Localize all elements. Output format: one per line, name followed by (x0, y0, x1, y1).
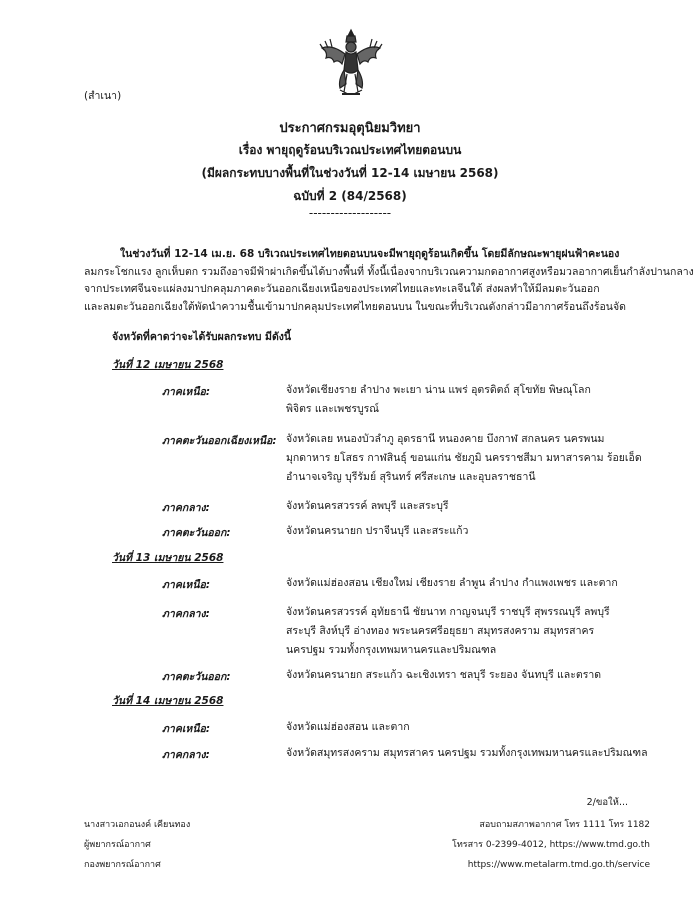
region-label: ภาคเหนือ: (162, 723, 211, 735)
province-line: อำนาจเจริญ บุรีรัมย์ สุรินทร์ ศรีสะเกษ และอุบลราชธานี (286, 471, 536, 483)
day-date: วันที่ 12 เมษายน 2568 (112, 359, 224, 371)
intro-line-4: และลมตะวันออกเฉียงใต้พัดนำความชื้นเข้ามาปกคลุมประเทศไทยตอนบน ในขณะที่บริเวณดังกล่าวมีอากาศร้อนถึงร้อนจัด (84, 300, 626, 313)
day-date: วันที่ 14 เมษายน 2568 (112, 695, 224, 707)
province-line: มุกดาหาร ยโสธร กาฬสินธุ์ ขอนแก่น ชัยภูมิ นครราชสีมา มหาสารคาม ร้อยเอ็ด (286, 452, 642, 464)
region-label: ภาคตะวันออก: (162, 527, 231, 539)
intro-line-1: ในช่วงวันที่ 12-14 เม.ย. 68 บริเวณประเทศไทยตอนบนจะมีพายุฤดูร้อนเกิดขึ้น โดยมีลักษณะพายุฝนฟ้าคะนอง (120, 248, 620, 260)
region-label: ภาคเหนือ: (162, 579, 211, 591)
province-list (286, 381, 591, 419)
region-label: ภาคตะวันออกเฉียงเหนือ: (162, 435, 277, 447)
province-list (286, 744, 648, 763)
province-list (286, 603, 610, 660)
region-label: ภาคกลาง: (162, 608, 210, 620)
weather-hotline: สอบถามสภาพอากาศ โทร 1111 โทร 1182 (479, 820, 650, 830)
issue-line: ฉบับที่ 2 (84/2568) (293, 189, 407, 203)
affected-heading: จังหวัดที่คาดว่าจะได้รับผลกระทบ มีดังนี้ (112, 331, 292, 343)
province-line: พิจิตร และเพชรบูรณ์ (286, 403, 380, 415)
author-name: นางสาวเอกอนงค์ เคียนทอง (84, 820, 191, 830)
province-line: จังหวัดนครนายก สระแก้ว ฉะเชิงเทรา ชลบุรี ระยอง จันทบุรี และตราด (286, 669, 602, 681)
province-list (286, 718, 410, 737)
province-list (286, 522, 468, 541)
author-role: ผู้พยากรณ์อากาศ (84, 840, 151, 850)
author-division: กองพยากรณ์อากาศ (84, 860, 161, 870)
garuda-emblem-icon (318, 26, 384, 98)
service-link[interactable]: https://www.metalarm.tmd.go.th/service (467, 860, 650, 870)
title-divider: ------------------- (308, 206, 392, 220)
province-line: จังหวัดแม่ฮ่องสอน เชียงใหม่ เชียงราย ลำพูน ลำปาง กำแพงเพชร และตาก (286, 577, 618, 589)
intro-line-2: ลมกระโชกแรง ลูกเห็บตก รวมถึงอาจมีฟ้าผ่าเกิดขึ้นได้บางพื้นที่ ทั้งนี้เนื่องจากบริเวณความกดอากาศสูงหรือมวลอากาศเย็นกำลังปานกลาง (84, 265, 694, 278)
subject-line: เรื่อง พายุฤดูร้อนบริเวณประเทศไทยตอนบน (238, 143, 462, 157)
province-line: จังหวัดแม่ฮ่องสอน และตาก (286, 721, 410, 733)
region-label: ภาคกลาง: (162, 749, 210, 761)
province-list (286, 574, 618, 593)
region-label: ภาคเหนือ: (162, 386, 211, 398)
province-list (286, 430, 642, 487)
fax-and-website: โทรสาร 0-2399-4012, https://www.tmd.go.th (452, 840, 650, 850)
province-list (286, 497, 449, 516)
province-line: จังหวัดนครสวรรค์ อุทัยธานี ชัยนาท กาญจนบุรี ราชบุรี สุพรรณบุรี ลพบุรี (286, 606, 610, 618)
day-date: วันที่ 13 เมษายน 2568 (112, 552, 224, 564)
impact-line: (มีผลกระทบบางพื้นที่ในช่วงวันที่ 12-14 เมษายน 2568) (201, 166, 499, 180)
intro-paragraph (84, 246, 694, 316)
province-line: จังหวัดเลย หนองบัวลำภู อุดรธานี หนองคาย บึงกาฬ สกลนคร นครพนม (286, 433, 605, 445)
copy-mark: (สำเนา) (84, 90, 122, 102)
continued-marker: 2/ขอให้... (586, 797, 628, 808)
province-line: จังหวัดสมุทรสงคราม สมุทรสาคร นครปฐม รวมทั้งกรุงเทพมหานครและปริมณฑล (286, 747, 648, 759)
page-title: ประกาศกรมอุตุนิยมวิทยา (279, 121, 421, 136)
region-label: ภาคกลาง: (162, 502, 210, 514)
province-line: สระบุรี สิงห์บุรี อ่างทอง พระนครศรีอยุธยา สมุทรสงคราม สมุทรสาคร (286, 625, 595, 637)
region-label: ภาคตะวันออก: (162, 671, 231, 683)
province-line: จังหวัดเชียงราย ลำปาง พะเยา น่าน แพร่ อุตรดิตถ์ สุโขทัย พิษณุโลก (286, 384, 591, 396)
province-line: นครปฐม รวมทั้งกรุงเทพมหานครและปริมณฑล (286, 644, 497, 656)
province-line: จังหวัดนครสวรรค์ ลพบุรี และสระบุรี (286, 500, 449, 512)
province-line: จังหวัดนครนายก ปราจีนบุรี และสระแก้ว (286, 525, 469, 537)
province-list (286, 666, 601, 685)
intro-line (84, 246, 640, 264)
intro-line-3: จากประเทศจีนจะแผ่ลงมาปกคลุมภาคตะวันออกเฉียงเหนือของประเทศไทยและทะเลจีนใต้ ส่งผลทำให้มีลมตะวันออก (84, 283, 600, 295)
